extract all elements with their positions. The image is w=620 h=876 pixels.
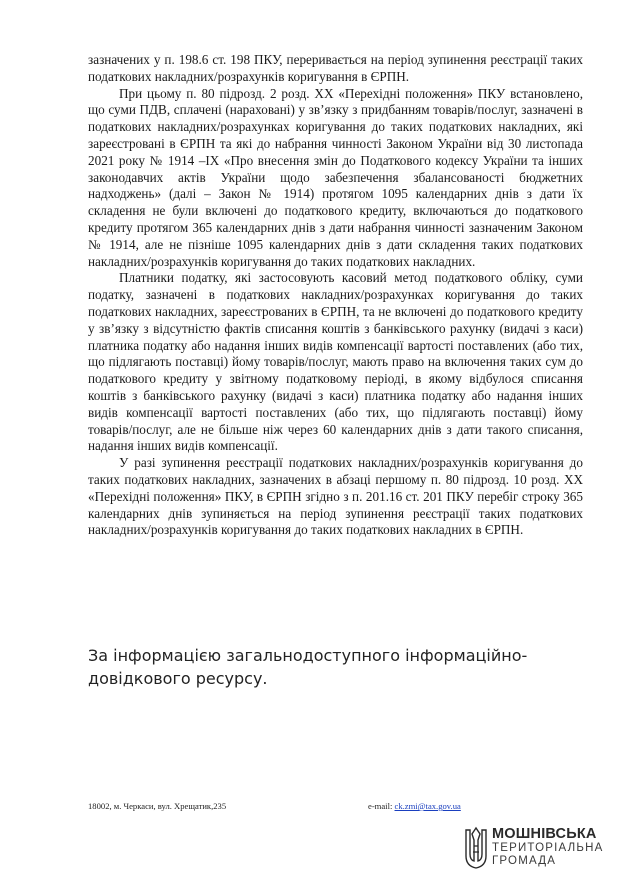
logo-subtitle-1: ТЕРИТОРІАЛЬНА: [492, 842, 604, 854]
email-label: e-mail:: [368, 801, 393, 811]
paragraph-suspension: У разі зупинення реєстрації податкових накладних/розрахунків коригування до таких податкових накладних, зазначених в абзаці першому п. 80 підрозд. 10 розд. ХХ «Перехідні положення» ПКУ, в ЄРПН згідно з п. 201.16 ст. 201 ПКУ перебіг строку 365 календарних днів зупиняється на період зупинення реєстрації таких податкових накладних/розрахунків коригування до таких податкових накладних в ЄРПН.: [88, 455, 583, 538]
paragraph-item-80: При цьому п. 80 підрозд. 2 розд. ХХ «Перехідні положення» ПКУ встановлено, що суми ПДВ, сплачені (нараховані) у зв’язку з придбанням товарів/послуг, зазначені в податкових накладних/розрахунках коригування до таких податкових накладних, які зареєстровані в ЄРПН та які до набрання чинності Законом України від 30 листопада 2021 року № 1914 –IX «Про внесення змін до Податкового кодексу України та інших законодавчих актів України щодо забезпечення збалансованості бюджетних надходжень» (далі – Закон № 1914) протягом 1095 календарних днів з дати їх складення не були включені до податкового кредиту, включаються до податкового кредиту протягом 365 календарних днів з дати набрання чинності зазначеним Законом № 1914, але не пізніше 1095 календарних днів з дати складення таких податкових накладних/розрахунків коригування до таких податкових накладних.: [88, 85, 583, 269]
document-body: [88, 52, 583, 539]
logo-title: МОШНІВСЬКА: [492, 826, 597, 842]
logo-subtitle-2: ГРОМАДА: [492, 855, 557, 867]
footer-address: 18002, м. Черкаси, вул. Хрещатик,235: [88, 801, 227, 811]
paragraph-cash-method: Платники податку, які застосовують касовий метод податкового обліку, суми податку, зазначені в податкових накладних/розрахунках коригування до таких податкових накладних, зареєстрованих в ЄРПН, та не включені до податкового кредиту у зв’язку з відсутністю фактів списання коштів з банківського рахунку (видачі з каси) платника податку або надання інших видів компенсації вартості поставлених (або тих, що підлягають поставці) йому товарів/послуг, мають право на включення таких сум до податкового кредиту у звітному податковому періоді, в якому відбулося списання коштів з банківського рахунку (видачі з каси) платника податку або надання інших видів компенсації вартості поставлених (або тих, що підлягають поставці) йому товарів/послуг, але не більше ніж через 60 календарних днів з дати такого списання, надання інших видів компенсації.: [88, 270, 583, 454]
community-logo: [462, 826, 612, 870]
paragraph-continuation: зазначених у п. 198.6 ст. 198 ПКУ, переривається на період зупинення реєстрації таких податкових накладних/розрахунків коригування в ЄРПН.: [88, 52, 583, 84]
email-link[interactable]: ck.zmi@tax.gov.ua: [394, 801, 461, 811]
info-source-note: За інформацією загальнодоступного інформаційно-довідкового ресурсу.: [88, 646, 528, 688]
trident-icon: [462, 826, 490, 870]
footer-email: [368, 801, 461, 811]
